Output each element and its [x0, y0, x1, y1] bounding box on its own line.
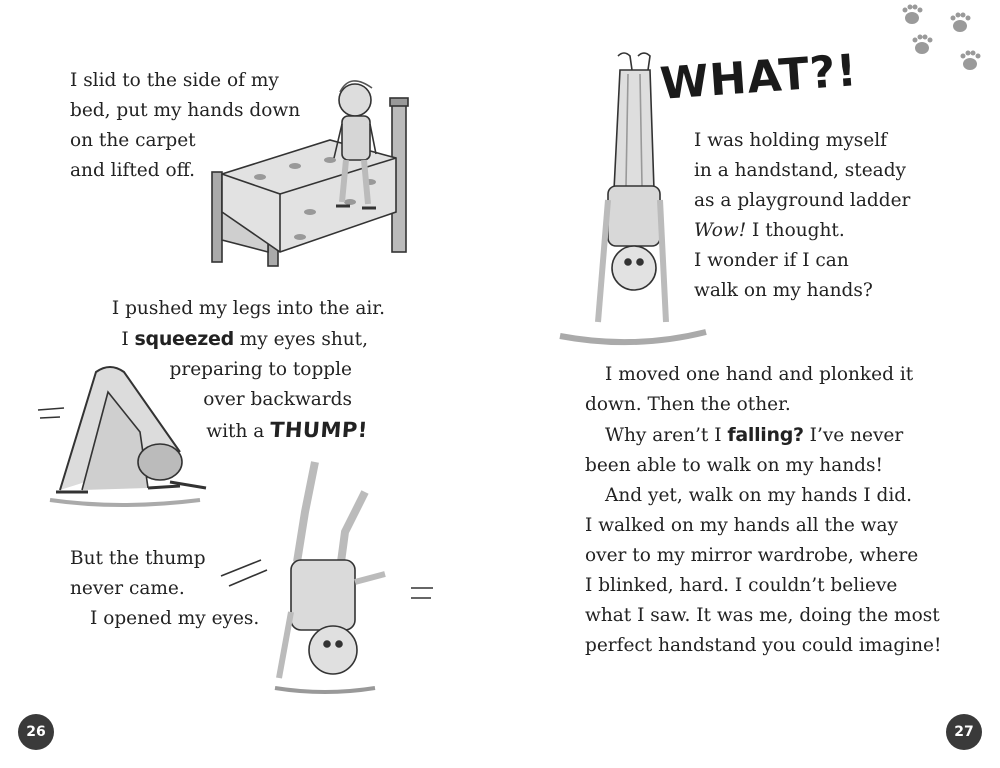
page-number-right: 27	[946, 714, 982, 750]
text-line: And yet, walk on my hands I did.	[605, 485, 913, 506]
text-line: I slid to the side of my	[70, 70, 279, 91]
text-line: over to my mirror wardrobe, where	[585, 545, 919, 566]
text-line: and lifted off.	[70, 160, 195, 181]
right-page	[500, 0, 1000, 768]
text-span: I’ve never	[803, 425, 904, 446]
text-line	[0, 324, 385, 355]
text-line: preparing to topple	[169, 359, 352, 380]
text-line: perfect handstand you could imagine!	[585, 635, 942, 656]
text-line: I pushed my legs into the air.	[111, 298, 385, 319]
text-line	[694, 216, 910, 246]
text-line: bed, put my hands down	[70, 100, 301, 121]
legs-up-illustration	[30, 362, 220, 512]
text-line: I wonder if I can	[694, 250, 849, 271]
text-span: Why aren’t I	[605, 425, 728, 446]
text-line: I moved one hand and plonked it	[605, 364, 914, 385]
right-paragraph-1	[694, 126, 910, 306]
text-span: my eyes shut,	[233, 329, 368, 350]
bed-illustration	[200, 62, 440, 272]
sound-effect: THUMP!	[269, 418, 369, 442]
text-line: But the thump	[70, 548, 206, 569]
text-span: I thought.	[746, 220, 845, 241]
page-number-left: 26	[18, 714, 54, 750]
text-line: never came.	[70, 578, 185, 599]
what-exclamation: WHAT?!	[658, 45, 860, 110]
text-span: I	[121, 329, 135, 350]
text-span: with a	[206, 421, 271, 442]
text-line: I was holding myself	[694, 130, 887, 151]
text-line: been able to walk on my hands!	[585, 455, 883, 476]
italic-word: Wow!	[694, 220, 747, 241]
text-line: I walked on my hands all the way	[585, 515, 898, 536]
text-line: I opened my eyes.	[90, 608, 260, 629]
text-line: in a handstand, steady	[694, 160, 907, 181]
text-line: over backwards	[203, 389, 352, 410]
emphasis-word: squeezed	[134, 328, 234, 350]
text-line: what I saw. It was me, doing the most	[585, 605, 940, 626]
text-line: on the carpet	[70, 130, 196, 151]
emphasis-word: falling?	[727, 424, 804, 446]
text-line: I blinked, hard. I couldn’t believe	[585, 575, 898, 596]
paw-prints-icon	[890, 0, 1000, 90]
text-line: walk on my hands?	[694, 280, 873, 301]
text-line: down. Then the other.	[585, 394, 791, 415]
cartwheel-illustration	[215, 452, 445, 702]
text-line: as a playground ladder	[694, 190, 911, 211]
text-line	[585, 420, 941, 451]
right-paragraph-2	[585, 360, 941, 661]
